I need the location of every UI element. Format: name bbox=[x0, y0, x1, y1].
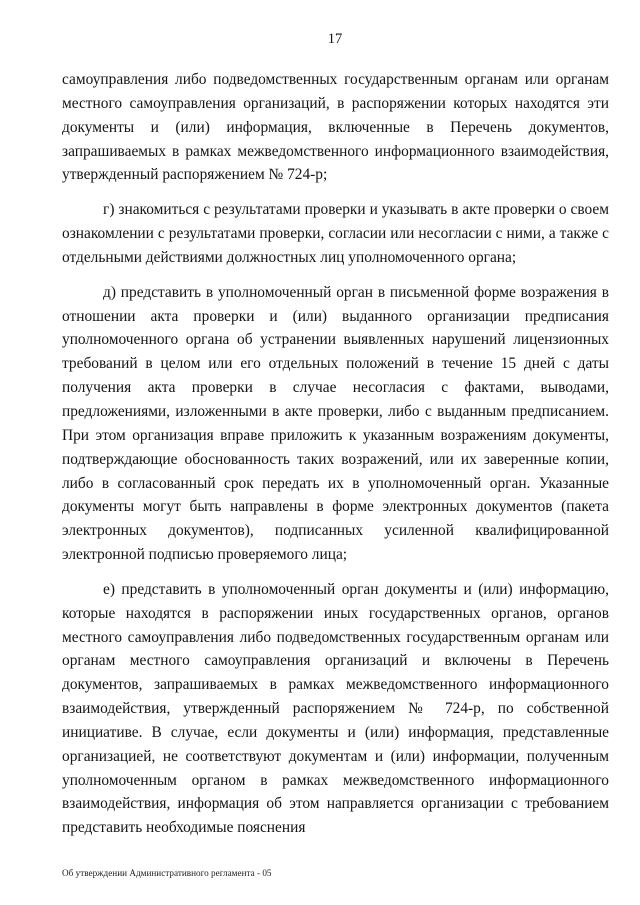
paragraph-item-e: е) представить в уполномоченный орган документы и (или) информацию, которые находятся в распоряжении иных государственных органов, органов местного самоуправления либо подведомственных государственным органам или органам местного самоуправления организаций и включены в Перечень документов, запрашиваемых в рамках межведомственного информационного взаимодействия, утвержденный распоряжением № 724-р, по собственной инициативе. В случае, если документы и (или) информация, представленные организацией, не соответствуют документам и (или) информации, полученным уполномоченным органом в рамках межведомственного информационного взаимодействия, информация об этом направляется организации с требованием представить необходимые пояснения bbox=[62, 580, 609, 837]
document-body bbox=[62, 68, 609, 851]
page-number: 17 bbox=[327, 31, 343, 47]
page-footer: Об утверждении Административного регламента - 05 bbox=[62, 868, 272, 878]
paragraph-item-g: г) знакомиться с результатами проверки и указывать в акте проверки о своем ознакомлении с результатами проверки, согласии или несогласии с ними, а также с отдельными действиями должностных лиц уполномоченного органа; bbox=[62, 201, 609, 266]
paragraph-item-d: д) представить в уполномоченный орган в письменной форме возражения в отношении акта проверки и (или) выданного организации предписания уполномоченного органа об устранении выявленных нарушений лицензионных требований в целом или его отдельных положений в течение 15 дней с даты получения акта проверки в случае несогласия с фактами, выводами, предложениями, изложенными в акте проверки, либо с выданным предписанием. При этом организация вправе приложить к указанным возражениям документы, подтверждающие обоснованность таких возражений, или их заверенные копии, либо в согласованный срок передать их в уполномоченный орган. Указанные документы могут быть направлены в форме электронных документов (пакета электронных документов), подписанных усиленной квалифицированной электронной подписью проверяемого лица; bbox=[62, 283, 609, 564]
paragraph-continuation: самоуправления либо подведомственных государственным органам или органам местного самоуправления организаций, в распоряжении которых находятся эти документы и (или) информация, включенные в Перечень документов, запрашиваемых в рамках межведомственного информационного взаимодействия, утвержденный распоряжением № 724-р; bbox=[62, 71, 609, 184]
